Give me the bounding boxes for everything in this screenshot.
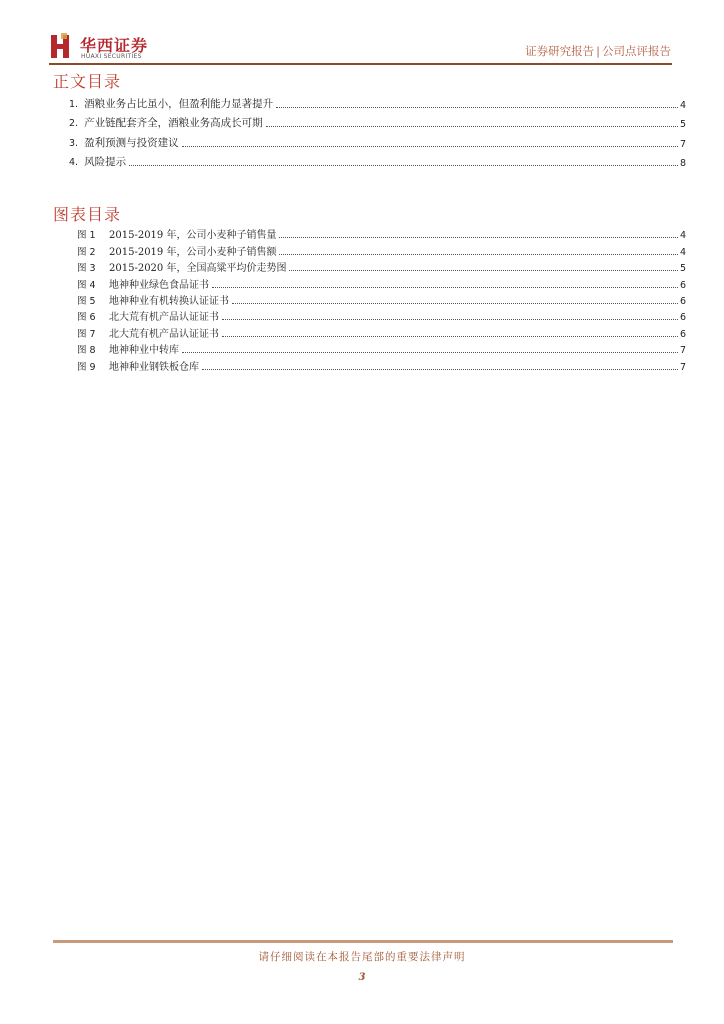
toc-item-page: 8 — [679, 158, 686, 169]
figure-number: 3 — [89, 263, 96, 275]
figure-item-label — [77, 308, 219, 323]
figure-item[interactable] — [77, 225, 686, 241]
figure-prefix: 图 — [77, 246, 87, 258]
dot-leader — [276, 106, 678, 108]
report-category — [525, 43, 671, 59]
figure-prefix: 图 — [77, 263, 87, 275]
figure-item-page: 6 — [679, 312, 686, 324]
figure-item[interactable] — [77, 307, 686, 323]
figure-item-label — [77, 325, 219, 340]
figure-prefix: 图 — [77, 312, 87, 324]
toc-item-label — [69, 96, 273, 111]
figure-item-text: 地神种业中转库 — [109, 345, 179, 357]
figure-item-page: 4 — [679, 246, 686, 258]
dot-leader — [232, 302, 678, 304]
figure-item-text: 北大荒有机产品认证证书 — [109, 328, 219, 340]
header-separator: | — [596, 44, 600, 58]
figure-prefix: 图 — [77, 295, 87, 307]
figure-prefix: 图 — [77, 328, 87, 340]
figure-item-text: 2015-2020 年，全国高粱平均价走势图 — [109, 263, 287, 275]
figure-item-text: 地神种业有机转换认证证书 — [109, 295, 229, 307]
dot-leader — [129, 164, 678, 166]
figure-item[interactable] — [77, 356, 686, 372]
dot-leader — [182, 351, 678, 353]
table-of-contents — [69, 91, 686, 169]
figure-item-label — [77, 276, 209, 291]
figure-item-page: 4 — [679, 230, 686, 242]
toc-item-number: 4. — [69, 157, 79, 168]
figure-number: 2 — [89, 246, 96, 258]
figure-item-number — [77, 342, 109, 356]
figure-item-page: 6 — [679, 295, 686, 307]
figure-prefix: 图 — [77, 279, 87, 291]
page-number: 3 — [358, 972, 366, 983]
figure-item[interactable] — [77, 340, 686, 356]
figure-item-number — [77, 260, 109, 274]
figure-list — [77, 225, 686, 373]
figure-number: 8 — [89, 345, 96, 357]
figure-prefix: 图 — [77, 230, 87, 242]
figure-number: 5 — [89, 295, 96, 307]
figure-item-number — [77, 293, 109, 307]
toc-item-text: 风险提示 — [84, 156, 127, 168]
toc-item[interactable] — [69, 111, 686, 131]
dot-leader — [279, 253, 677, 255]
figure-item-page: 7 — [679, 345, 686, 357]
figure-item-page: 5 — [679, 263, 686, 275]
dot-leader — [222, 335, 678, 337]
page-header — [0, 0, 724, 66]
figure-prefix: 图 — [77, 361, 87, 373]
figure-number: 1 — [89, 230, 96, 242]
figure-item-page: 6 — [679, 328, 686, 340]
figure-item[interactable] — [77, 258, 686, 274]
toc-item[interactable] — [69, 150, 686, 170]
toc-item-text: 酒粮业务占比虽小，但盈利能力显著提升 — [84, 97, 274, 110]
brand-name: 华西证券 — [80, 36, 149, 55]
figure-item-text: 地神种业钢铁板仓库 — [109, 361, 199, 373]
toc-item-text: 盈利预测与投资建议 — [84, 136, 179, 149]
figure-item-text: 2015-2019 年，公司小麦种子销售量 — [109, 230, 277, 242]
dot-leader — [279, 236, 677, 238]
figure-item-number — [77, 326, 109, 340]
figure-item[interactable] — [77, 274, 686, 290]
figure-item-text: 北大荒有机产品认证证书 — [109, 312, 219, 324]
figure-item-label — [77, 259, 286, 274]
header-divider — [49, 63, 672, 65]
figure-number: 6 — [89, 312, 96, 324]
brand-name-english: HUAXI SECURITIES — [81, 53, 142, 60]
dot-leader — [222, 318, 678, 320]
dot-leader — [266, 125, 678, 127]
toc-item[interactable] — [69, 91, 686, 111]
dot-leader — [202, 368, 678, 370]
figure-item-number — [77, 244, 109, 258]
figure-item[interactable] — [77, 241, 686, 257]
footer-divider — [53, 940, 673, 943]
figure-item-number — [77, 359, 109, 373]
figure-item[interactable] — [77, 291, 686, 307]
toc-item-page: 4 — [679, 99, 686, 111]
dot-leader — [212, 286, 678, 288]
figure-item-number — [77, 277, 109, 291]
figures-title: 图表目录 — [53, 205, 122, 224]
figure-item-text: 2015-2019 年，公司小麦种子销售额 — [109, 246, 277, 258]
figure-item-label — [77, 243, 276, 258]
figure-number: 7 — [89, 328, 96, 340]
figure-item[interactable] — [77, 323, 686, 339]
toc-item-page: 7 — [679, 138, 686, 150]
toc-item-label — [69, 115, 263, 130]
report-type: 证券研究报告 — [525, 44, 595, 58]
toc-item[interactable] — [69, 130, 686, 150]
figure-item-number — [77, 309, 109, 323]
toc-item-number: 2. — [69, 118, 79, 129]
toc-item-number: 3. — [69, 137, 79, 149]
figure-number: 4 — [89, 279, 96, 291]
figure-item-label — [77, 292, 229, 307]
figure-item-page: 7 — [679, 361, 686, 373]
toc-item-number: 1. — [69, 98, 79, 110]
figure-item-label — [77, 358, 199, 373]
legal-notice: 请仔细阅读在本报告尾部的重要法律声明 — [258, 951, 466, 963]
toc-item-label — [69, 135, 179, 150]
report-subtype: 公司点评报告 — [602, 44, 671, 58]
dot-leader — [289, 269, 677, 271]
figure-prefix: 图 — [77, 345, 87, 357]
toc-item-text: 产业链配套齐全，酒粮业务高成长可期 — [84, 117, 263, 129]
toc-item-label — [69, 154, 126, 169]
toc-item-page: 5 — [679, 119, 686, 130]
toc-title: 正文目录 — [53, 72, 122, 91]
huaxi-logo-icon — [49, 33, 73, 60]
figure-item-text: 地神种业绿色食品证书 — [109, 279, 209, 291]
figure-number: 9 — [89, 361, 96, 373]
figure-item-label — [77, 226, 276, 241]
figure-item-number — [77, 227, 109, 241]
figure-item-page: 6 — [679, 279, 686, 291]
dot-leader — [182, 145, 678, 147]
figure-item-label — [77, 341, 179, 356]
